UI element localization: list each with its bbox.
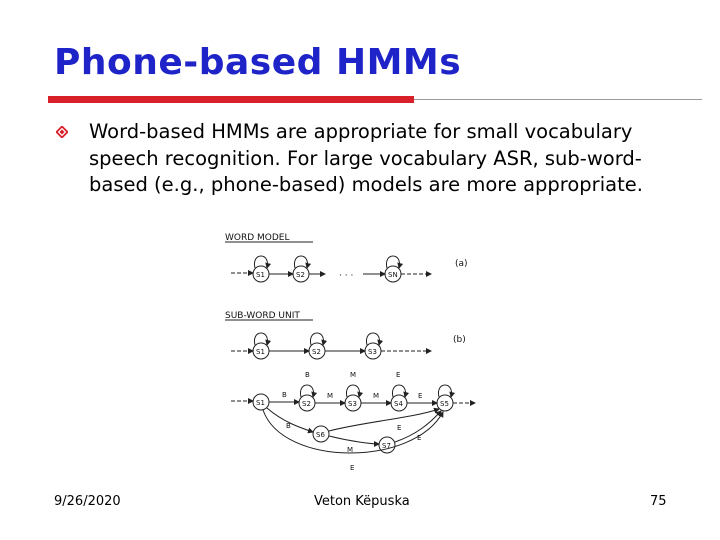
bullet-diamond-icon <box>56 126 68 138</box>
slide-title: Phone-based HMMs <box>54 42 462 83</box>
state-s2-b: S2 <box>312 348 321 356</box>
footer-page-number: 75 <box>650 494 667 509</box>
subword-label: SUB-WORD UNIT <box>225 311 300 321</box>
state-sn: SN <box>388 271 398 279</box>
panel-b-label: (b) <box>453 335 466 345</box>
state-s7: S7 <box>382 442 391 450</box>
footer-author: Veton Këpuska <box>314 494 410 509</box>
state-s1-b: S1 <box>256 348 265 356</box>
state-s3-c: S3 <box>348 400 357 408</box>
arc-label-e-1: E <box>418 392 423 400</box>
state-s1-c: S1 <box>256 399 265 407</box>
hmm-diagram-figure <box>213 222 496 482</box>
arc-label-b-loop: B <box>305 371 310 379</box>
state-s2-a: S2 <box>296 271 305 279</box>
arc-label-m-3: M <box>347 446 354 454</box>
arc-label-b: B <box>282 391 287 399</box>
arc-label-e-loop: E <box>396 371 401 379</box>
footer-date: 9/26/2020 <box>54 494 121 509</box>
ellipsis-dots: · · · <box>339 271 354 281</box>
state-s1-a: S1 <box>256 271 265 279</box>
arc-label-m-loop: M <box>350 371 357 379</box>
arc-label-m-1: M <box>327 392 334 400</box>
state-s5-c: S5 <box>440 400 449 408</box>
state-s2-c: S2 <box>302 400 311 408</box>
panel-a-label: (a) <box>455 259 468 269</box>
state-s6: S6 <box>316 431 325 439</box>
state-s4-c: S4 <box>394 400 403 408</box>
arc-label-b-2: B <box>286 422 291 430</box>
arc-label-m-2: M <box>373 392 380 400</box>
arc-label-e-4: E <box>350 464 355 472</box>
title-underline-rule <box>414 99 702 100</box>
word-model-label: WORD MODEL <box>225 233 290 243</box>
state-s3-b: S3 <box>368 348 377 356</box>
title-underline-accent <box>48 96 414 103</box>
bullet-text: Word-based HMMs are appropriate for small vocabulary speech recognition. For large vocabulary ASR, sub-word-based (e.g., phone-based) models are more appropriate. <box>89 120 643 196</box>
arc-label-e-3: E <box>417 434 422 442</box>
arc-label-e-2: E <box>397 424 402 432</box>
